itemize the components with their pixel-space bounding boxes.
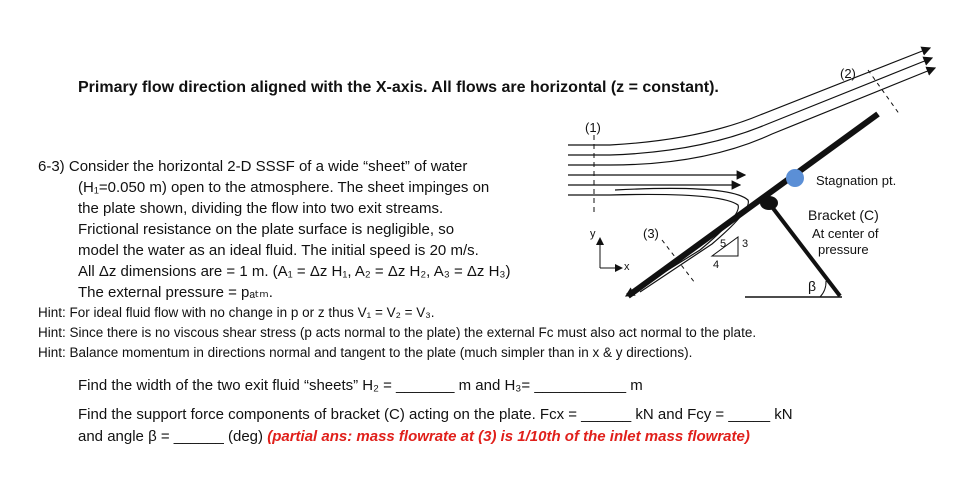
- stagnation-dot: [786, 169, 804, 187]
- problem-number: 6-3): [38, 158, 65, 175]
- bracket-sub1: At center of: [812, 226, 879, 241]
- beta-label: β: [808, 278, 817, 294]
- inlet-streamlines: [568, 145, 610, 195]
- axis-x-label: x: [624, 261, 630, 273]
- problem-line: model the water as an ideal fluid. The initial speed is 20 m/s.: [78, 242, 479, 259]
- plate: [628, 114, 878, 296]
- find-angle: and angle β = ______ (deg): [78, 428, 268, 445]
- axes: [600, 238, 622, 268]
- hint-2: Hint: Since there is no viscous shear stress (p acts normal to the plate) the external Fc must also act normal to the plate.: [38, 325, 757, 340]
- axis-y-label: y: [590, 228, 596, 240]
- page-title: Primary flow direction aligned with the X-axis. All flows are horizontal (z = constant).: [78, 79, 719, 96]
- triangle-label-4: 4: [713, 259, 720, 271]
- problem-line: All Δz dimensions are = 1 m. (A₁ = Δz H₁, A₂ = Δz H₂, A₃ = Δz H₃): [78, 263, 511, 280]
- find-forces: Find the support force components of bracket (C) acting on the plate. Fcx = ______ kN and Fcy = _____ kN: [78, 406, 793, 423]
- problem-line: (H₁=0.050 m) open to the atmosphere. The sheet impinges on: [78, 179, 490, 196]
- lower-streamlines: [610, 188, 748, 296]
- stagnation-label: Stagnation pt.: [816, 173, 897, 188]
- bracket-title: Bracket (C): [808, 207, 879, 223]
- problem-line: the plate shown, dividing the flow into two exit streams.: [78, 200, 444, 217]
- partial-answer: (partial ans: mass flowrate at (3) is 1/10th of the inlet mass flowrate): [267, 428, 750, 445]
- triangle-label-3: 3: [742, 238, 749, 250]
- find-widths: Find the width of the two exit fluid “sheets” H₂ = _______ m and H₃= ___________ m: [78, 377, 643, 394]
- label-section-3: (3): [643, 226, 659, 241]
- hint-1: Hint: For ideal fluid flow with no change in p or z thus V₁ = V₂ = V₃.: [38, 305, 435, 320]
- beta-arc: [820, 281, 826, 297]
- problem-line: Frictional resistance on the plate surface is negligible, so: [78, 221, 455, 238]
- triangle-label-5: 5: [720, 238, 727, 250]
- problem-line: The external pressure = pₐₜₘ.: [78, 284, 273, 301]
- problem-line: Consider the horizontal 2-D SSSF of a wide “sheet” of water: [68, 158, 468, 175]
- section-3-dash: [662, 240, 695, 283]
- bracket-sub2: pressure: [818, 242, 869, 257]
- label-section-2: (2): [840, 66, 856, 81]
- hint-3: Hint: Balance momentum in directions normal and tangent to the plate (much simpler than in x & y directions).: [38, 345, 693, 360]
- label-section-1: (1): [585, 120, 601, 135]
- upper-streamlines: [610, 48, 935, 185]
